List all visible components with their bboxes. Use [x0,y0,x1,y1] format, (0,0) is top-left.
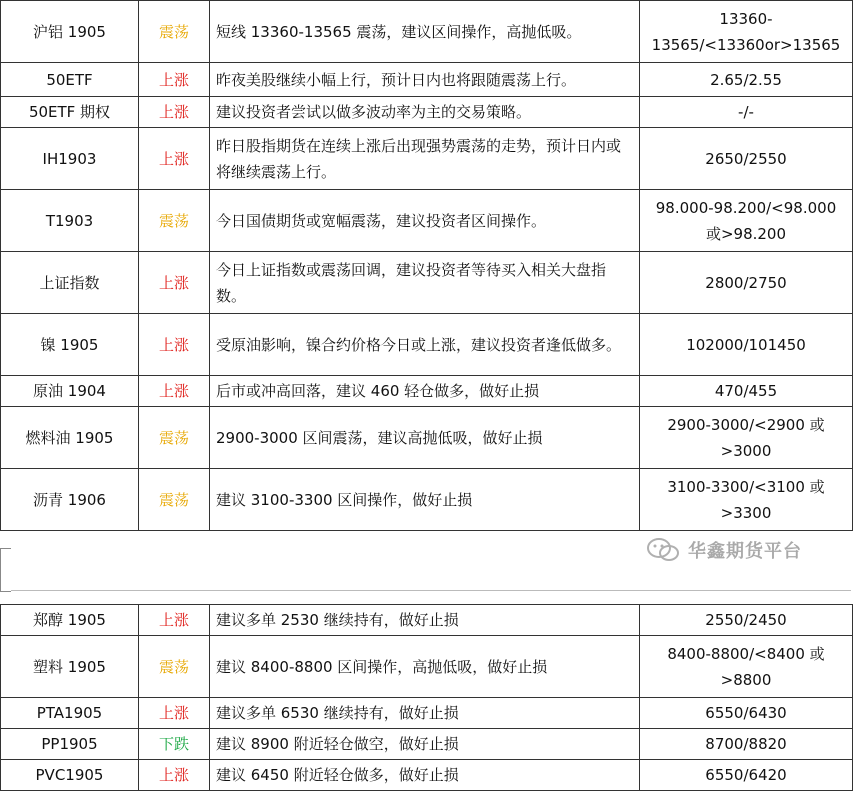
table-row [1,698,853,729]
advice-cell: 短线 13360-13565 震荡，建议区间操作，高抛低吸。 [210,1,640,63]
advice-cell: 后市或冲高回落，建议 460 轻仓做多，做好止损 [210,376,640,407]
target-cell: 2550/2450 [640,605,853,636]
trend-cell: 上涨 [139,252,210,314]
target-cell: 6550/6430 [640,698,853,729]
instrument-name-cell: IH1903 [1,128,139,190]
target-cell: 2650/2550 [640,128,853,190]
trend-cell: 上涨 [139,376,210,407]
target-cell: 6550/6420 [640,760,853,791]
advice-cell: 昨日股指期货在连续上涨后出现强势震荡的走势，预计日内或将继续震荡上行。 [210,128,640,190]
table-row [1,252,853,314]
target-cell: -/- [640,97,853,128]
trend-cell: 上涨 [139,63,210,97]
advice-cell: 今日国债期货或宽幅震荡，建议投资者区间操作。 [210,190,640,252]
table-row [1,469,853,531]
trend-cell: 震荡 [139,407,210,469]
instrument-name-cell: PVC1905 [1,760,139,791]
table-row [1,605,853,636]
table-bottom-body [1,605,853,791]
trend-cell: 上涨 [139,605,210,636]
instrument-name-cell: 镍 1905 [1,314,139,376]
target-cell: 102000/101450 [640,314,853,376]
trend-cell: 下跌 [139,729,210,760]
advice-cell: 昨夜美股继续小幅上行，预计日内也将跟随震荡上行。 [210,63,640,97]
target-cell: 8700/8820 [640,729,853,760]
advice-cell: 建议 6450 附近轻仓做多，做好止损 [210,760,640,791]
trend-cell: 震荡 [139,636,210,698]
trend-cell: 上涨 [139,314,210,376]
target-cell: 13360-13565/<13360or>13565 [640,1,853,63]
instrument-name-cell: 上证指数 [1,252,139,314]
advice-cell: 受原油影响，镍合约价格今日或上涨，建议投资者逢低做多。 [210,314,640,376]
table-row [1,760,853,791]
table-row [1,97,853,128]
table-top-body [1,1,853,531]
advice-cell: 建议多单 6530 继续持有，做好止损 [210,698,640,729]
table-row [1,407,853,469]
page-break-line [11,590,851,591]
advice-cell: 建议多单 2530 继续持有，做好止损 [210,605,640,636]
instrument-name-cell: T1903 [1,190,139,252]
table-row [1,63,853,97]
trend-cell: 上涨 [139,97,210,128]
trend-cell: 震荡 [139,190,210,252]
instrument-name-cell: 郑醇 1905 [1,605,139,636]
advice-cell: 建议投资者尝试以做多波动率为主的交易策略。 [210,97,640,128]
table-row [1,314,853,376]
table-row [1,190,853,252]
watermark-text: 华鑫期货平台 [688,541,802,562]
table-row [1,636,853,698]
target-cell: 2.65/2.55 [640,63,853,97]
advice-cell: 建议 3100-3300 区间操作，做好止损 [210,469,640,531]
trend-cell: 震荡 [139,1,210,63]
instrument-name-cell: 燃料油 1905 [1,407,139,469]
instrument-name-cell: 沪铝 1905 [1,1,139,63]
advice-cell: 今日上证指数或震荡回调，建议投资者等待买入相关大盘指数。 [210,252,640,314]
wechat-icon [646,537,682,563]
trend-cell: 上涨 [139,760,210,791]
futures-table-bottom [0,604,853,791]
trend-cell: 震荡 [139,469,210,531]
target-cell: 470/455 [640,376,853,407]
instrument-name-cell: 50ETF 期权 [1,97,139,128]
instrument-name-cell: PTA1905 [1,698,139,729]
watermark [646,537,802,563]
table-row [1,128,853,190]
advice-cell: 建议 8900 附近轻仓做空，做好止损 [210,729,640,760]
instrument-name-cell: PP1905 [1,729,139,760]
trend-cell: 上涨 [139,698,210,729]
table-row [1,376,853,407]
instrument-name-cell: 塑料 1905 [1,636,139,698]
table-row [1,729,853,760]
instrument-name-cell: 沥青 1906 [1,469,139,531]
instrument-name-cell: 50ETF [1,63,139,97]
page-break-bracket [0,548,11,592]
target-cell: 8400-8800/<8400 或>8800 [640,636,853,698]
advice-cell: 建议 8400-8800 区间操作，高抛低吸，做好止损 [210,636,640,698]
target-cell: 98.000-98.200/<98.000 或>98.200 [640,190,853,252]
advice-cell: 2900-3000 区间震荡，建议高抛低吸，做好止损 [210,407,640,469]
table-row [1,1,853,63]
instrument-name-cell: 原油 1904 [1,376,139,407]
target-cell: 3100-3300/<3100 或>3300 [640,469,853,531]
target-cell: 2800/2750 [640,252,853,314]
target-cell: 2900-3000/<2900 或>3000 [640,407,853,469]
trend-cell: 上涨 [139,128,210,190]
